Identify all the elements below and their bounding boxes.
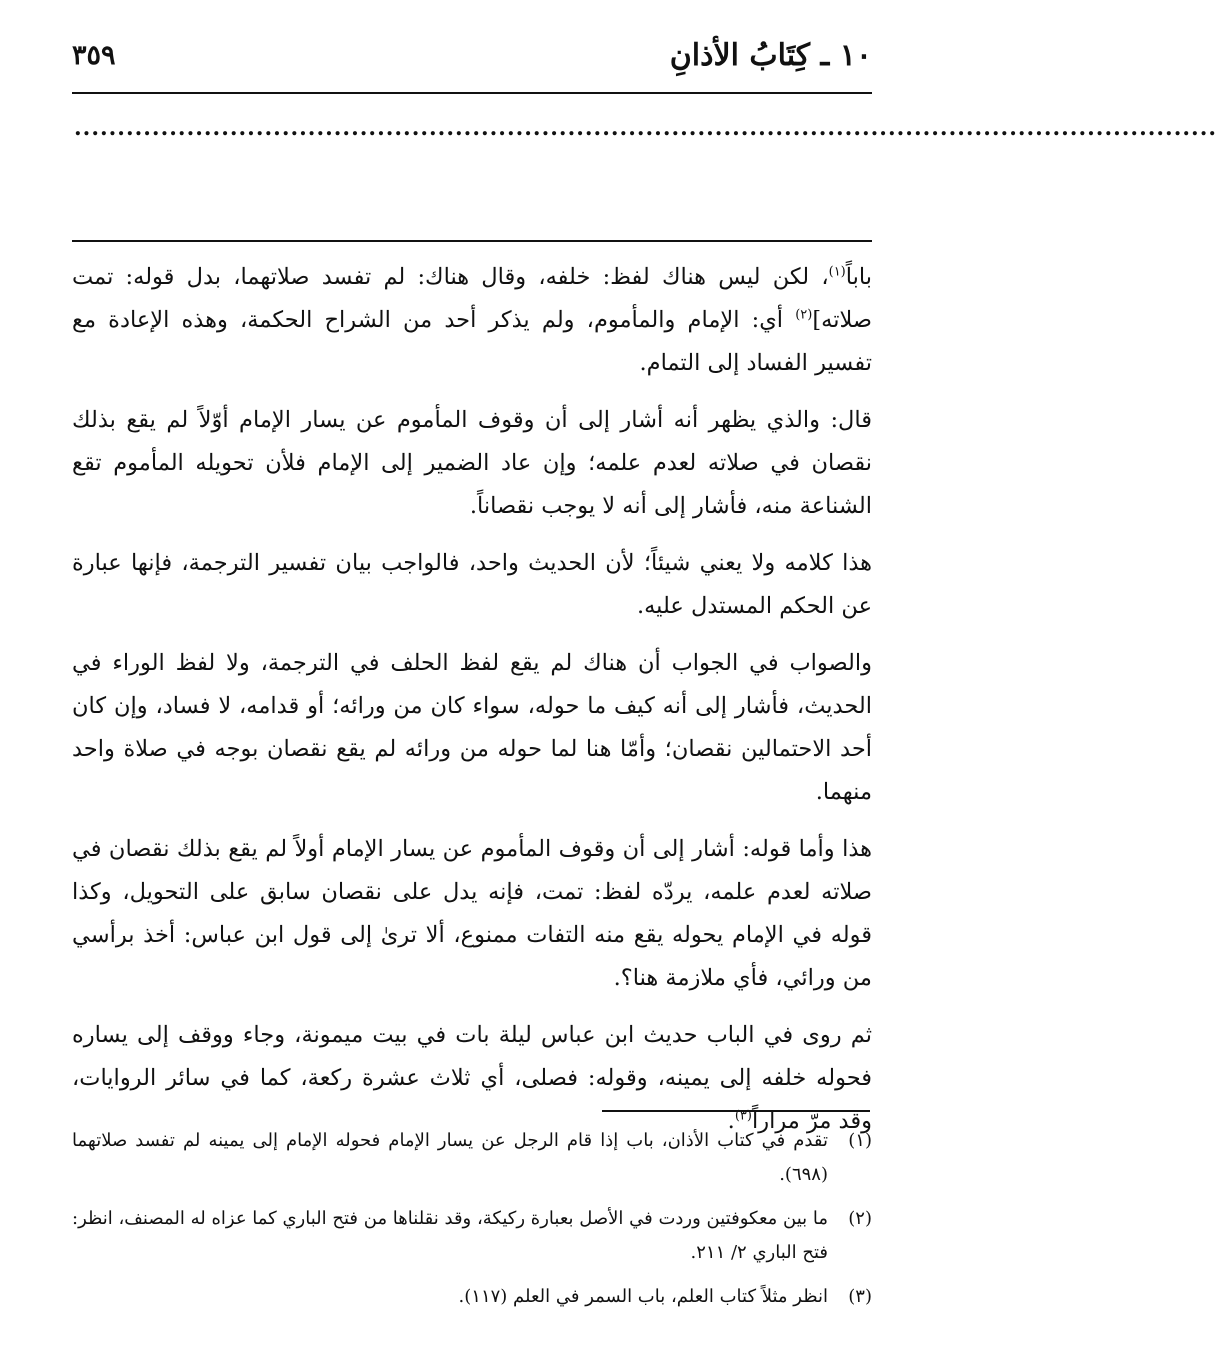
- paragraph-3: هذا كلامه ولا يعني شيئاً؛ لأن الحديث واحد، فالواجب بيان تفسير الترجمة، فإنها عبارة عن الحكم المستدل عليه.: [72, 550, 872, 619]
- page-number: ٣٥٩: [72, 40, 116, 71]
- section-divider: [72, 240, 872, 242]
- footnote-text: تقدم في كتاب الأذان، باب إذا قام الرجل عن يسار الإمام فحوله الإمام إلى يمينه لم تفسد صلاتهما (٦٩٨).: [72, 1130, 828, 1185]
- header-rule: [72, 92, 872, 94]
- footnote-ref-1[interactable]: (١): [828, 264, 846, 280]
- paragraph-4: والصواب في الجواب أن هناك لم يقع لفظ الحلف في الترجمة، ولا لفظ الوراء في الحديث، فأشار إلى أنه كيف ما حوله، سواء كان من ورائه؛ أو قدامه، لا فساد، وإن كان أحد الاحتمالين نقصان؛ وأمّا هنا لما حوله من ورائه لم يقع نقصان بوجه في صلاة واحد منهما.: [72, 650, 872, 805]
- footnote-ref-3[interactable]: (٣): [734, 1108, 752, 1124]
- paragraph-5: هذا وأما قوله: أشار إلى أن وقوف المأموم عن يسار الإمام أولاً لم يقع بذلك نقصان في صلاته لعدم علمه، يردّه لفظ: تمت، فإنه يدل على نقصان سابق على التحويل، وكذا قوله في الإمام يحوله يقع منه التفات ممنوع، ألا ترىٰ إلى قول ابن عباس: أخذ برأسي من ورائي، فأي ملازمة هنا؟.: [72, 836, 872, 991]
- footnote-rule: [602, 1110, 870, 1112]
- paragraph-6-text-a: ثم روى في الباب حديث ابن عباس ليلة بات في بيت ميمونة، وجاء ووقف إلى يساره فحوله خلفه إلى يمينه، وقوله: فصلى، أي ثلاث عشرة ركعة، كما في سائر الروايات، وقد مرّ مراراً: [72, 1022, 872, 1134]
- footnote-number: (٣): [848, 1286, 872, 1307]
- paragraph-2: قال: والذي يظهر أنه أشار إلى أن وقوف المأموم عن يسار الإمام أوّلاً لم يقع بذلك نقصان في صلاته لعدم علمه؛ وإن عاد الضمير إلى الإمام فلأن تحويله المأموم تقع الشناعة منه، فأشار إلى أنه لا يوجب نقصاناً.: [72, 407, 872, 519]
- paragraph-1-text-a: باباً: [845, 264, 872, 290]
- chapter-title: ١٠ ـ كِتَابُ الأذانِ: [669, 38, 872, 73]
- footnote-text: انظر مثلاً كتاب العلم، باب السمر في العلم (١١٧).: [458, 1286, 828, 1307]
- paragraph-6-text-b: .: [727, 1108, 735, 1134]
- footnote-text: ما بين معكوفتين وردت في الأصل بعبارة ركيكة، وقد نقلناها من فتح الباري كما عزاه له المصنف، انظر: فتح الباري ٢/ ٢١١.: [72, 1208, 828, 1263]
- footnote-number: (١): [848, 1130, 872, 1151]
- footnote-1: [72, 1124, 872, 1192]
- footnote-3: [72, 1280, 872, 1314]
- dotted-line: ....................................................................................................................................: [74, 115, 1217, 141]
- paragraph-1: [72, 256, 872, 385]
- paragraph-1-text-b: ، لكن ليس هناك لفظ: خلفه، وقال هناك: لم تفسد صلاتهما، بدل قوله: تمت صلاته]: [72, 264, 872, 333]
- main-text: [72, 256, 872, 1157]
- footnote-ref-2[interactable]: (٢): [795, 307, 813, 323]
- page-header: [72, 36, 872, 86]
- footnote-2: [72, 1202, 872, 1270]
- footnotes: [72, 1124, 872, 1324]
- paragraph-1-text-c: أي: الإمام والمأموم، ولم يذكر أحد من الشراح الحكمة، وهذه الإعادة مع تفسير الفساد إلى التمام.: [72, 307, 872, 376]
- footnote-number: (٢): [848, 1208, 872, 1229]
